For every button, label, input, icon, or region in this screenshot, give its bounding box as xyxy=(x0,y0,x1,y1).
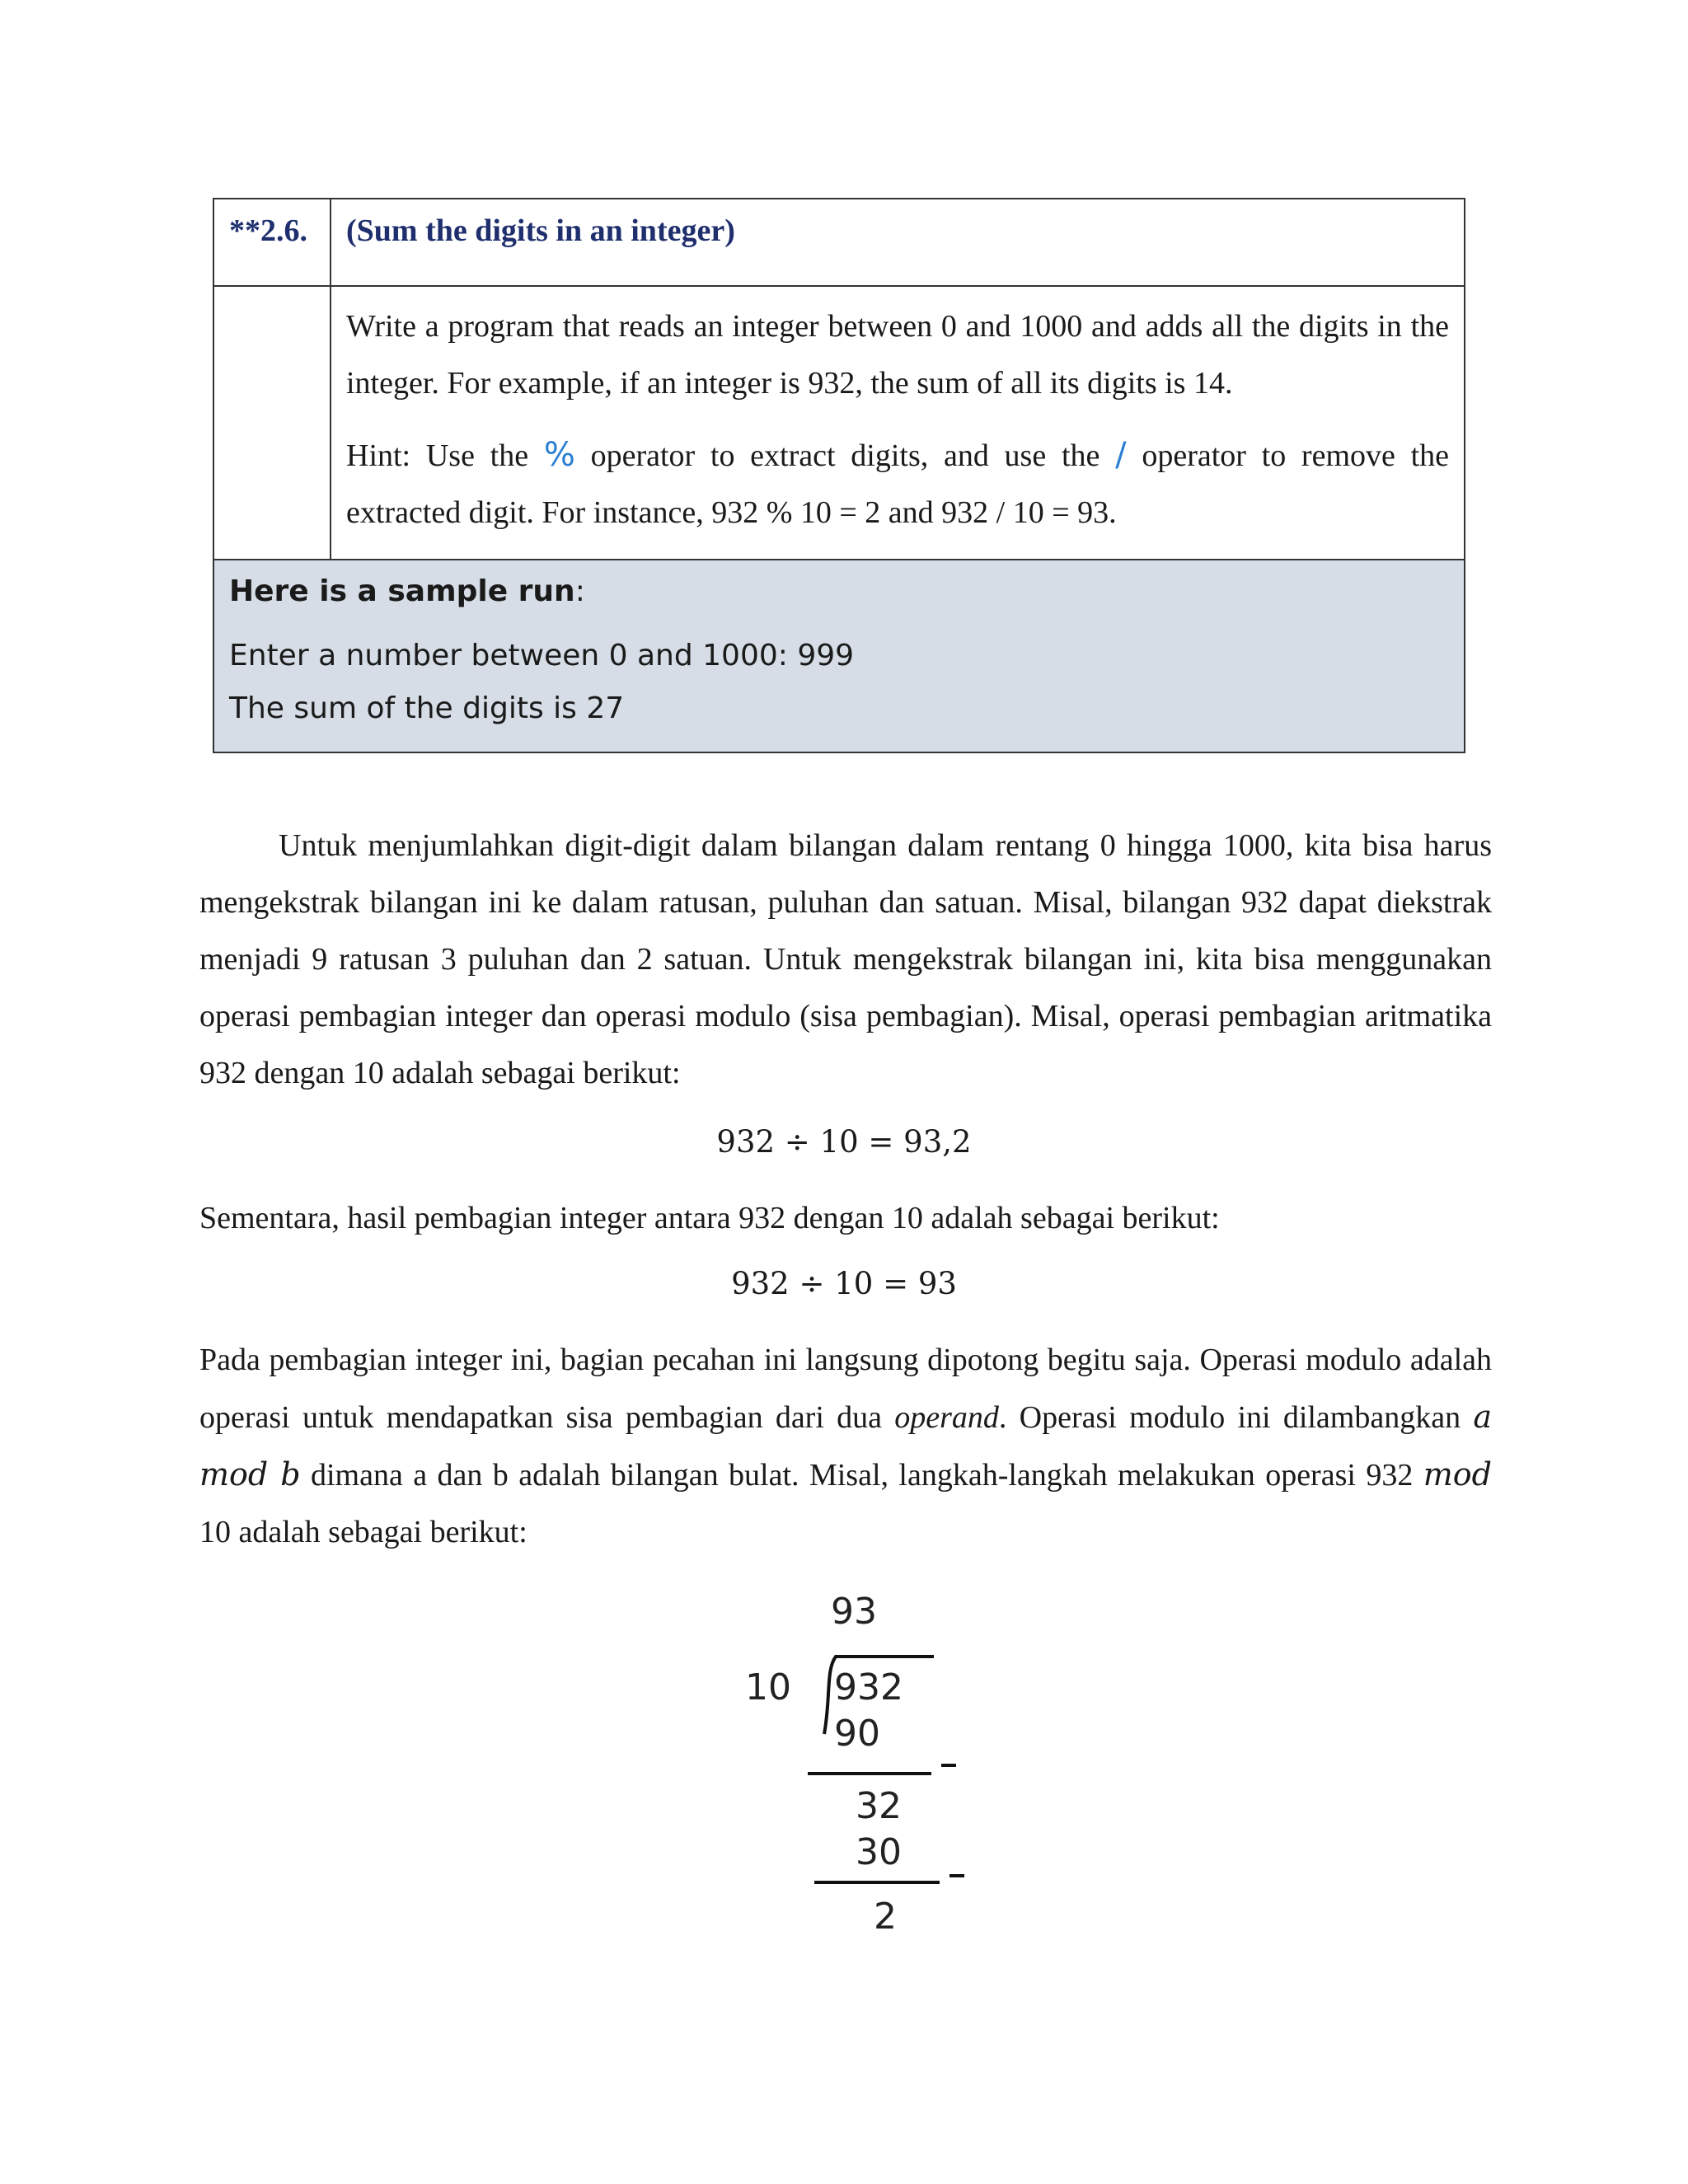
sample-run-label: Here is a sample run: xyxy=(229,574,585,608)
exercise-task-text: Write a program that reads an integer between 0 and 1000 and adds all the digits in the integer. For example, if an integer is 932, the sum of all its digits is 14. xyxy=(346,309,1449,401)
division-line-1 xyxy=(808,1772,931,1775)
division-remainder-1: 32 xyxy=(856,1785,902,1827)
modulo-notation: a mod b xyxy=(199,1399,1492,1493)
exercise-number: **2.6. xyxy=(214,199,331,285)
sample-run-line: The sum of the digits is 27 xyxy=(229,691,625,725)
exercise-hint: Hint: Use the % operator to extract digits, and use the / operator to remove the extracted digit. For instance, 932 % 10 = 2 and 932 / 10 = 93. xyxy=(346,436,1450,530)
equation-arithmetic-division: 932 ÷ 10 = 93,2 xyxy=(716,1124,972,1160)
sample-run-line: Enter a number between 0 and 1000: 999 xyxy=(229,639,855,673)
minus-sign xyxy=(941,1764,956,1767)
paragraph-intro: Untuk menjumlahkan digit-digit dalam bilangan dalam rentang 0 hingga 1000, kita bisa harus mengekstrak bilangan ini ke dalam ratusan, puluhan dan satuan. Misal, bilangan 932 dapat diekstrak menjadi 9 ratusan 3 puluhan dan 2 satuan. Untuk mengekstrak bilangan ini, kita bisa menggunakan operasi pembagian integer dan operasi modulo (sisa pembagian). Misal, operasi pembagian aritmatika 932 dengan 10 adalah sebagai berikut: xyxy=(199,828,1492,1090)
mod-operator: mod xyxy=(1423,1456,1492,1493)
operand-term: operand xyxy=(894,1400,999,1435)
exercise-description xyxy=(331,287,1464,559)
modulo-operator: % xyxy=(543,436,575,474)
division-subtrahend-2: 30 xyxy=(856,1831,902,1873)
sample-run-panel xyxy=(214,560,1464,752)
division-remainder: 2 xyxy=(874,1896,897,1938)
exercise-body-row xyxy=(214,287,1464,560)
exercise-empty-cell xyxy=(214,287,331,559)
exercise-title: (Sum the digits in an integer) xyxy=(346,213,735,248)
division-subtrahend-1: 90 xyxy=(834,1713,880,1755)
division-quotient: 93 xyxy=(831,1591,877,1633)
division-divisor: 10 xyxy=(745,1666,791,1708)
exercise-box xyxy=(213,198,1465,753)
paragraph-modulo: Pada pembagian integer ini, bagian pecahan ini langsung dipotong begitu saja. Operasi modulo adalah operasi untuk mendapatkan sisa pembagian dari dua operand. Operasi modulo ini dilambangkan a mod b dimana a dan b adalah bilangan bulat. Misal, langkah-langkah melakukan operasi 932 mod 10 adalah sebagai berikut: xyxy=(199,1343,1492,1549)
division-line-2 xyxy=(814,1881,940,1884)
paragraph-integer-division: Sementara, hasil pembagian integer antara 932 dengan 10 adalah sebagai berikut: xyxy=(199,1201,1220,1235)
division-dividend: 932 xyxy=(834,1666,903,1708)
exercise-header-row xyxy=(214,199,1464,287)
equation-integer-division: 932 ÷ 10 = 93 xyxy=(731,1266,957,1301)
minus-sign xyxy=(950,1874,964,1877)
division-operator: / xyxy=(1115,436,1127,474)
long-division-diagram xyxy=(725,1591,973,1953)
